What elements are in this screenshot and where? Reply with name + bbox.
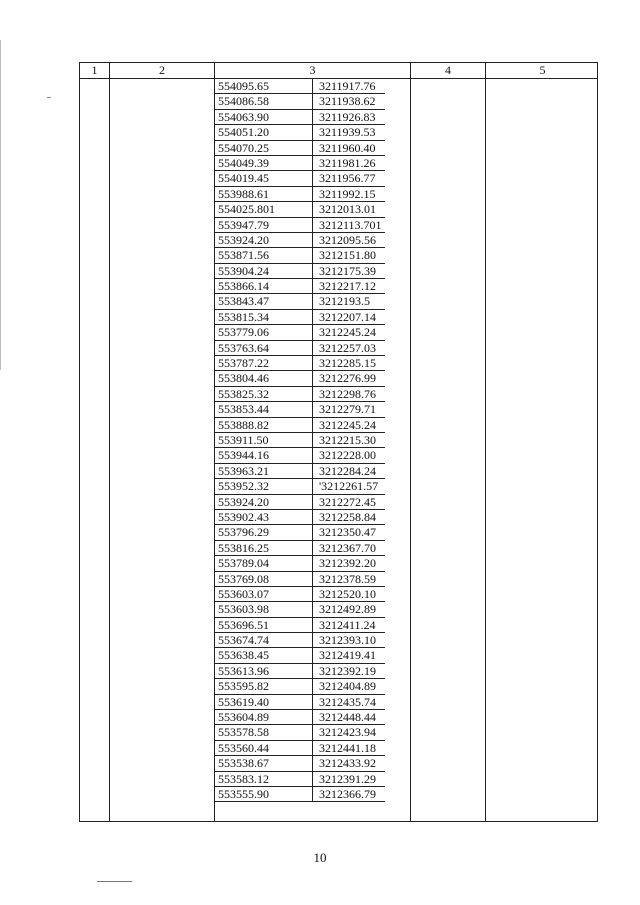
x-coordinate: 554086.58 — [218, 94, 269, 109]
table-row — [215, 602, 385, 617]
cell-divider — [312, 402, 313, 416]
y-coordinate: 3212391.29 — [319, 771, 376, 786]
x-coordinate: 553578.58 — [218, 725, 269, 740]
y-coordinate: 3212284.24 — [319, 463, 376, 478]
cell-divider — [312, 787, 313, 801]
cell-divider — [312, 141, 313, 155]
x-coordinate: 553924.20 — [218, 494, 269, 509]
x-coordinate: 553595.82 — [218, 679, 269, 694]
table-row — [215, 418, 385, 433]
x-coordinate: 553825.32 — [218, 386, 269, 401]
y-coordinate: 3212423.94 — [319, 725, 376, 740]
y-coordinate: 3212217.12 — [319, 279, 376, 294]
x-coordinate: 553779.06 — [218, 325, 269, 340]
x-coordinate: 553674.74 — [218, 633, 269, 648]
x-coordinate: 553538.67 — [218, 756, 269, 771]
column-divider — [410, 63, 411, 821]
x-coordinate: 553871.56 — [218, 248, 269, 263]
table-row — [215, 710, 385, 725]
table-row — [215, 495, 385, 510]
table-row — [215, 433, 385, 448]
cell-divider — [312, 464, 313, 478]
y-coordinate: 3212207.14 — [319, 309, 376, 324]
x-coordinate: 553560.44 — [218, 740, 269, 755]
cell-divider — [312, 371, 313, 385]
table-row — [215, 510, 385, 525]
x-coordinate: 553947.79 — [218, 217, 269, 232]
cell-divider — [312, 695, 313, 709]
y-coordinate: 3212435.74 — [319, 694, 376, 709]
y-coordinate: 3211917.76 — [319, 79, 376, 93]
table-row — [215, 202, 385, 217]
scan-speck — [47, 97, 51, 98]
y-coordinate: 3212367.70 — [319, 540, 376, 555]
column-header-5: 5 — [539, 63, 546, 77]
cell-divider — [312, 556, 313, 570]
table-row — [215, 110, 385, 125]
cell-divider — [312, 433, 313, 447]
table-row — [215, 94, 385, 109]
table-row — [215, 695, 385, 710]
cell-divider — [312, 418, 313, 432]
cell-divider — [312, 741, 313, 755]
table-row — [215, 371, 385, 386]
y-coordinate: 3212245.24 — [319, 417, 376, 432]
cell-divider — [312, 218, 313, 232]
cell-divider — [312, 648, 313, 662]
table-row — [215, 79, 385, 94]
y-coordinate: 3212411.24 — [319, 617, 376, 632]
cell-divider — [312, 110, 313, 124]
x-coordinate: 553843.47 — [218, 294, 269, 309]
y-coordinate: 3212392.19 — [319, 663, 376, 678]
x-coordinate: 553603.07 — [218, 586, 269, 601]
x-coordinate: 553619.40 — [218, 694, 269, 709]
cell-divider — [312, 587, 313, 601]
table-row — [215, 648, 385, 663]
x-coordinate: 553904.24 — [218, 263, 269, 278]
y-coordinate: 3212492.89 — [319, 602, 376, 617]
cell-divider — [312, 202, 313, 216]
x-coordinate: 553853.44 — [218, 402, 269, 417]
table-row — [215, 633, 385, 648]
y-coordinate: 3212419.41 — [319, 648, 376, 663]
table-row — [215, 679, 385, 694]
x-coordinate: 554019.45 — [218, 171, 269, 186]
table-row — [215, 556, 385, 571]
table-row — [215, 310, 385, 325]
table-row — [215, 741, 385, 756]
x-coordinate: 553924.20 — [218, 232, 269, 247]
cell-divider — [312, 479, 313, 493]
column-header-4: 4 — [445, 63, 451, 77]
table-row — [215, 187, 385, 202]
x-coordinate: 553763.64 — [218, 340, 269, 355]
y-coordinate: 3212393.10 — [319, 633, 376, 648]
cell-divider — [312, 356, 313, 370]
coordinates-table — [79, 62, 598, 822]
x-coordinate: 553804.46 — [218, 371, 269, 386]
column-header-1: 1 — [91, 63, 98, 77]
y-coordinate: 3212113.701 — [319, 217, 382, 232]
y-coordinate: 3212366.79 — [319, 786, 376, 801]
footnote-rule — [97, 881, 132, 882]
x-coordinate: 554095.65 — [218, 79, 269, 93]
cell-divider — [312, 264, 313, 278]
y-coordinate: 3212350.47 — [319, 525, 376, 540]
table-row — [215, 448, 385, 463]
x-coordinate: 553696.51 — [218, 617, 269, 632]
table-row — [215, 248, 385, 263]
cell-divider — [312, 525, 313, 539]
y-coordinate: 3212013.01 — [319, 202, 376, 217]
cell-divider — [312, 187, 313, 201]
table-row — [215, 756, 385, 771]
table-row — [215, 787, 385, 802]
cell-divider — [312, 756, 313, 770]
y-coordinate: 3212272.45 — [319, 494, 376, 509]
y-coordinate: 3212245.24 — [319, 325, 376, 340]
x-coordinate: 553866.14 — [218, 279, 269, 294]
y-coordinate: 3212433.92 — [319, 756, 376, 771]
cell-divider — [312, 448, 313, 462]
x-coordinate: 553952.32 — [218, 479, 269, 494]
column-divider — [109, 63, 110, 821]
table-row — [215, 141, 385, 156]
table-row — [215, 587, 385, 602]
cell-divider — [312, 572, 313, 586]
y-coordinate: 3211956.77 — [319, 171, 376, 186]
x-coordinate: 553796.29 — [218, 525, 269, 540]
x-coordinate: 553604.89 — [218, 710, 269, 725]
table-row — [215, 341, 385, 356]
table-row — [215, 325, 385, 340]
y-coordinate: 3212095.56 — [319, 232, 376, 247]
y-coordinate: '3212261.57 — [319, 479, 379, 494]
y-coordinate: 3212257.03 — [319, 340, 376, 355]
table-row — [215, 772, 385, 787]
cell-divider — [312, 79, 313, 93]
x-coordinate: 553816.25 — [218, 540, 269, 555]
cell-divider — [312, 310, 313, 324]
table-row — [215, 572, 385, 587]
table-row — [215, 218, 385, 233]
cell-divider — [312, 725, 313, 739]
y-coordinate: 3212441.18 — [319, 740, 376, 755]
x-coordinate: 554025.801 — [218, 202, 275, 217]
y-coordinate: 3212285.15 — [319, 356, 376, 371]
table-row — [215, 479, 385, 494]
x-coordinate: 553638.45 — [218, 648, 269, 663]
cell-divider — [312, 710, 313, 724]
y-coordinate: 3211960.40 — [319, 140, 376, 155]
table-row — [215, 541, 385, 556]
y-coordinate: 3212258.84 — [319, 509, 376, 524]
cell-divider — [312, 125, 313, 139]
x-coordinate: 553902.43 — [218, 509, 269, 524]
table-row — [215, 156, 385, 171]
table-row — [215, 464, 385, 479]
table-row — [215, 725, 385, 740]
x-coordinate: 553944.16 — [218, 448, 269, 463]
cell-divider — [312, 387, 313, 401]
cell-divider — [312, 94, 313, 108]
x-coordinate: 553583.12 — [218, 771, 269, 786]
cell-divider — [312, 325, 313, 339]
table-row — [215, 356, 385, 371]
x-coordinate: 554070.25 — [218, 140, 269, 155]
column-header-2: 2 — [159, 63, 165, 77]
column-divider — [485, 63, 486, 821]
table-row — [215, 125, 385, 140]
y-coordinate: 3212392.20 — [319, 556, 376, 571]
cell-divider — [312, 772, 313, 786]
cell-divider — [312, 510, 313, 524]
x-coordinate: 553613.96 — [218, 663, 269, 678]
scan-edge-line — [0, 40, 1, 370]
x-coordinate: 553988.61 — [218, 186, 269, 201]
x-coordinate: 553888.82 — [218, 417, 269, 432]
y-coordinate: 3211992.15 — [319, 186, 376, 201]
table-row — [215, 279, 385, 294]
cell-divider — [312, 618, 313, 632]
cell-divider — [312, 495, 313, 509]
table-row — [215, 294, 385, 309]
cell-divider — [312, 633, 313, 647]
table-row — [215, 664, 385, 679]
coordinate-list — [215, 79, 385, 802]
y-coordinate: 3211939.53 — [319, 125, 376, 140]
x-coordinate: 553815.34 — [218, 309, 269, 324]
cell-divider — [312, 541, 313, 555]
table-header-row — [80, 63, 597, 79]
y-coordinate: 3212448.44 — [319, 710, 376, 725]
x-coordinate: 553555.90 — [218, 786, 269, 801]
y-coordinate: 3212215.30 — [319, 432, 376, 447]
y-coordinate: 3211981.26 — [319, 155, 376, 170]
x-coordinate: 554051.20 — [218, 125, 269, 140]
cell-divider — [312, 171, 313, 185]
x-coordinate: 553963.21 — [218, 463, 269, 478]
y-coordinate: 3212193.5 — [319, 294, 370, 309]
cell-divider — [312, 602, 313, 616]
y-coordinate: 3211938.62 — [319, 94, 376, 109]
x-coordinate: 553911.50 — [218, 432, 269, 447]
x-coordinate: 553603.98 — [218, 602, 269, 617]
page-number: 10 — [313, 850, 327, 865]
cell-divider — [312, 233, 313, 247]
y-coordinate: 3212298.76 — [319, 386, 376, 401]
table-row — [215, 387, 385, 402]
x-coordinate: 553769.08 — [218, 571, 269, 586]
y-coordinate: 3212279.71 — [319, 402, 376, 417]
cell-divider — [312, 341, 313, 355]
y-coordinate: 3212520.10 — [319, 586, 376, 601]
cell-divider — [312, 248, 313, 262]
y-coordinate: 3212276.99 — [319, 371, 376, 386]
table-row — [215, 264, 385, 279]
x-coordinate: 553787.22 — [218, 356, 269, 371]
table-row — [215, 402, 385, 417]
table-row — [215, 618, 385, 633]
cell-divider — [312, 664, 313, 678]
table-row — [215, 525, 385, 540]
cell-divider — [312, 156, 313, 170]
cell-divider — [312, 294, 313, 308]
table-row — [215, 233, 385, 248]
x-coordinate: 554063.90 — [218, 109, 269, 124]
y-coordinate: 3212228.00 — [319, 448, 376, 463]
y-coordinate: 3212151.80 — [319, 248, 376, 263]
y-coordinate: 3211926.83 — [319, 109, 376, 124]
y-coordinate: 3212378.59 — [319, 571, 376, 586]
y-coordinate: 3212175.39 — [319, 263, 376, 278]
x-coordinate: 554049.39 — [218, 155, 269, 170]
column-header-3: 3 — [309, 63, 316, 77]
cell-divider — [312, 279, 313, 293]
x-coordinate: 553789.04 — [218, 556, 269, 571]
cell-divider — [312, 679, 313, 693]
y-coordinate: 3212404.89 — [319, 679, 376, 694]
table-row — [215, 171, 385, 186]
